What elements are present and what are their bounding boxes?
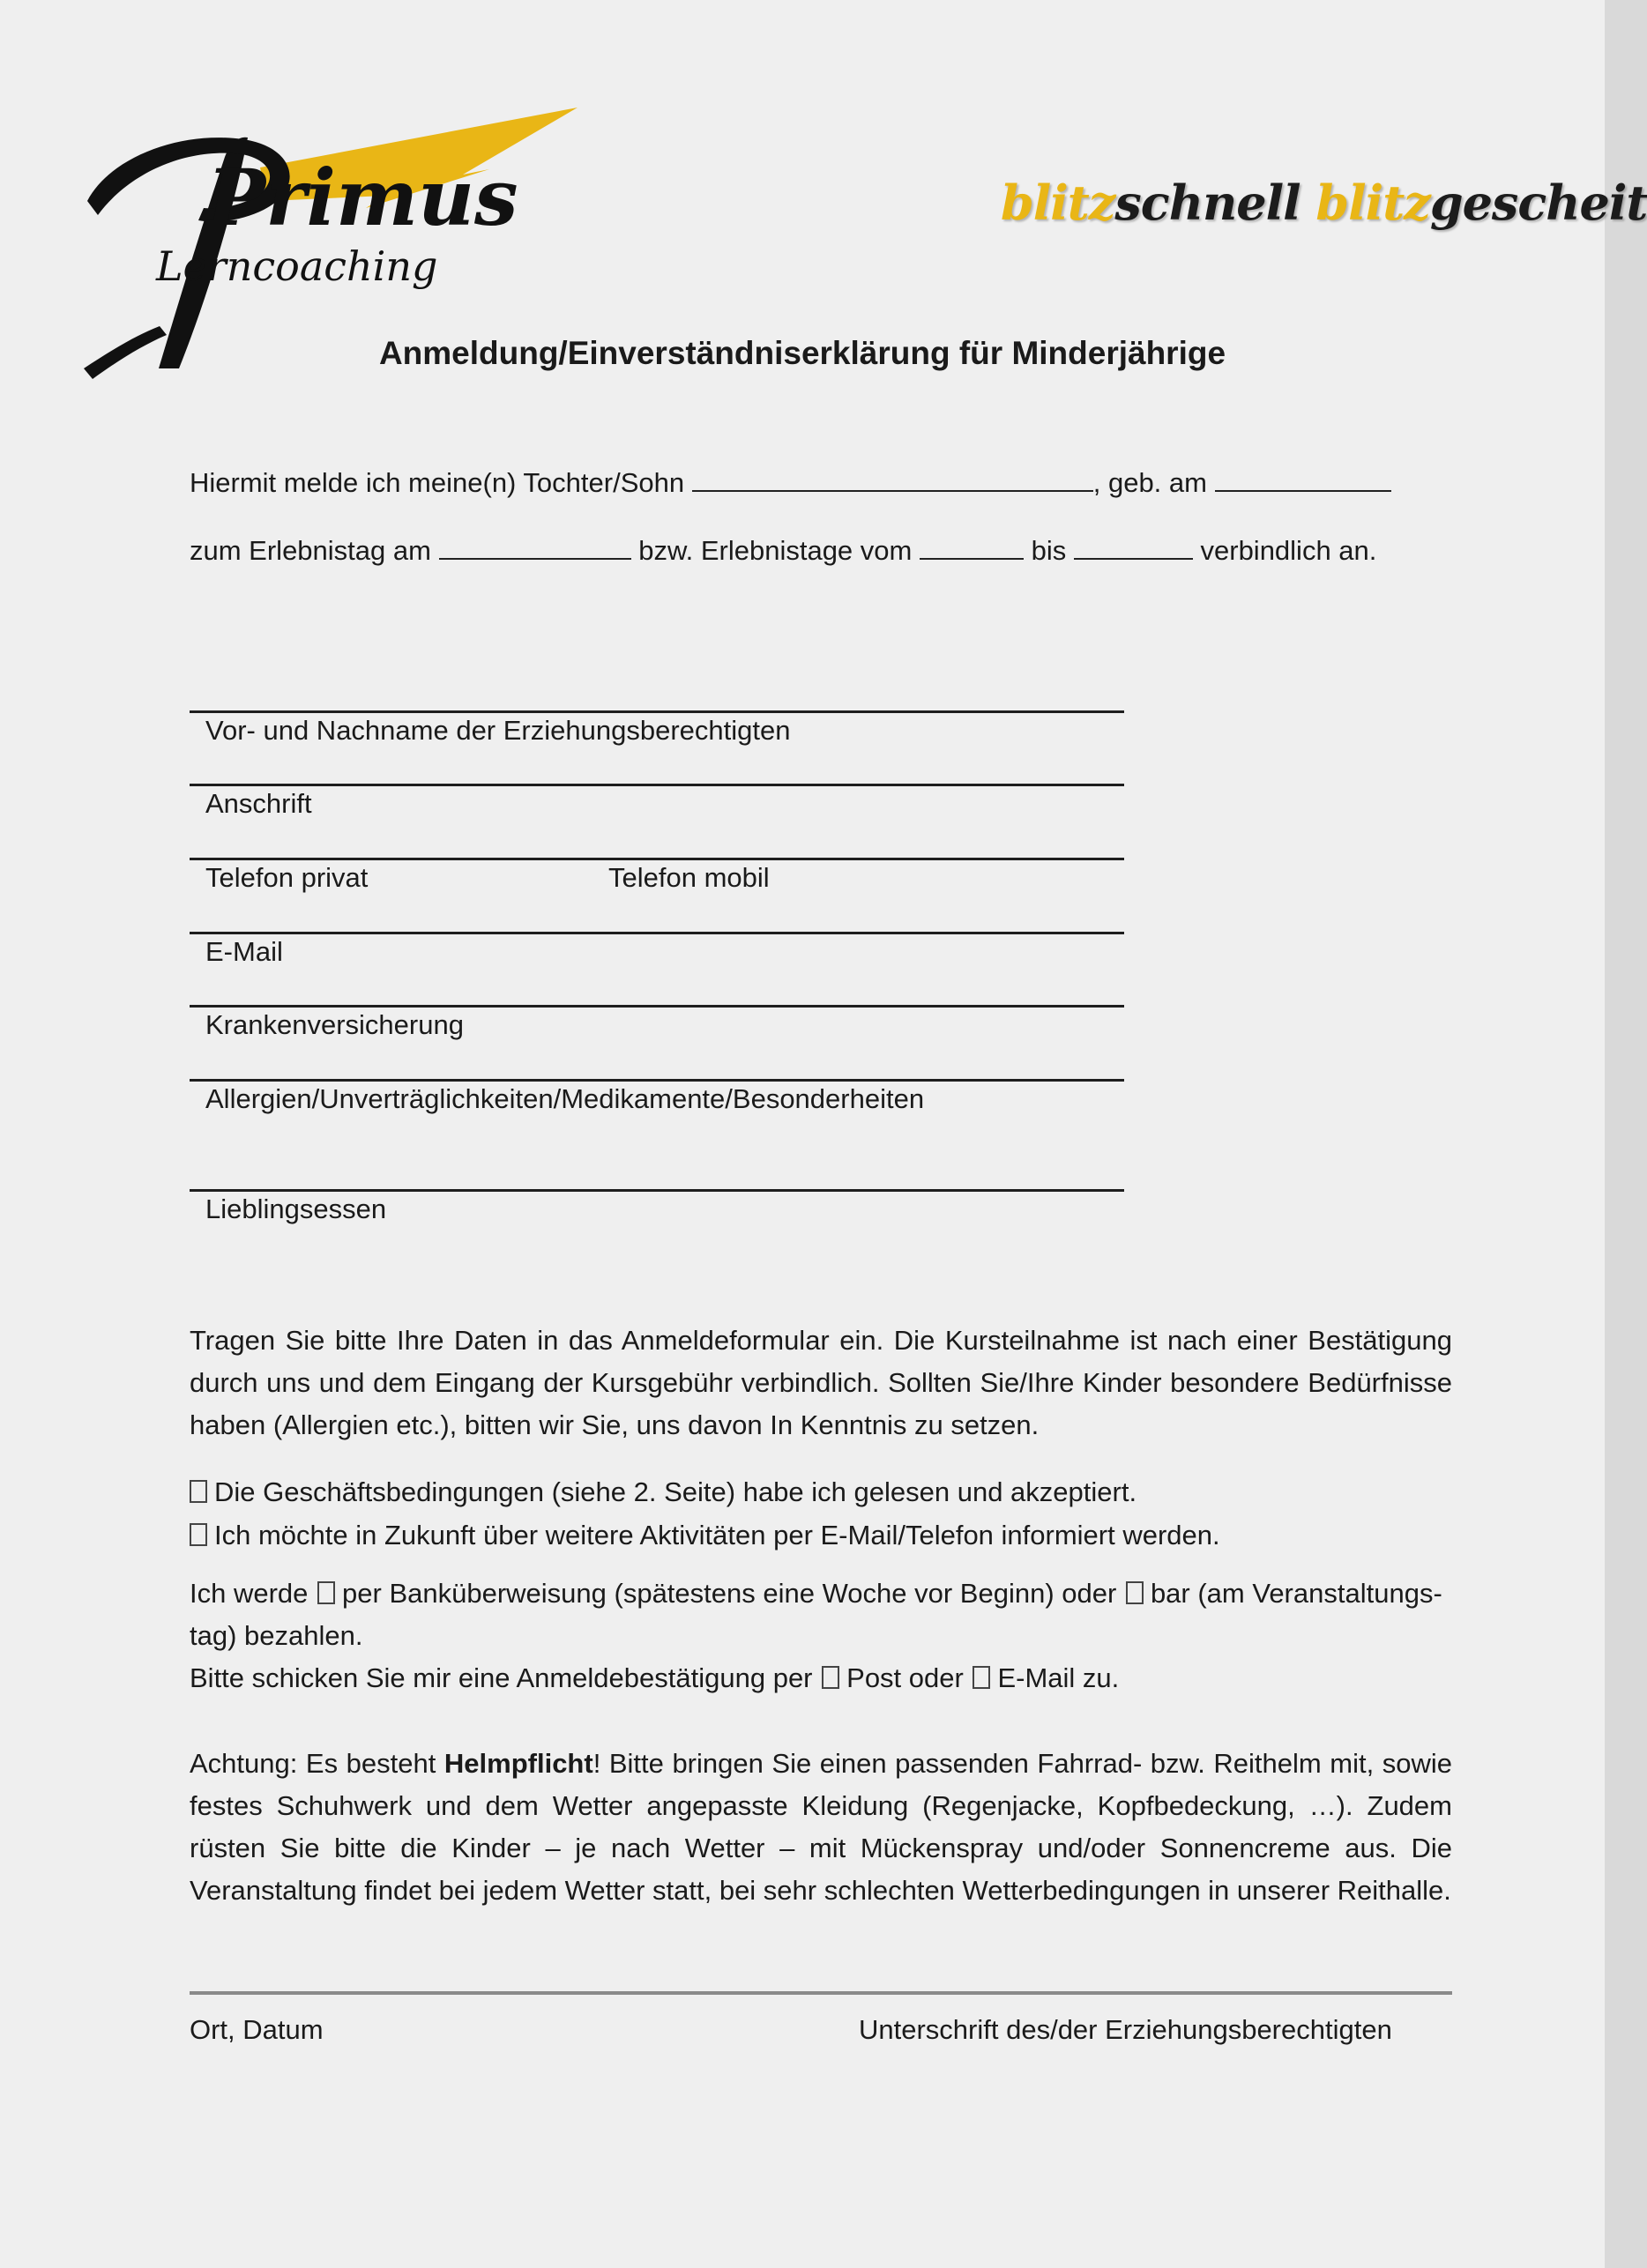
address-label: Anschrift [205,788,312,819]
signature-line[interactable] [190,1991,1452,1995]
newsletter-checkbox-label: Ich möchte in Zukunft über weitere Aktivitäten per E-Mail/Telefon informiert werden. [214,1520,1220,1550]
terms-checkbox-row [190,1476,1137,1508]
cash-checkbox[interactable] [1126,1581,1144,1604]
post-checkbox[interactable] [822,1666,839,1689]
payment-text-c: bar (am Veranstaltungs- [1150,1578,1442,1609]
slogan-blitz-1: blitz [1001,175,1115,231]
address-line[interactable] [190,784,1124,786]
email-label: E-Mail [205,936,283,967]
guardian-name-label: Vor- und Nachname der Erziehungsberechtigten [205,715,791,746]
insurance-label: Krankenversicherung [205,1009,464,1040]
phone-line[interactable] [190,858,1124,860]
slogan-gescheit: gescheit [1429,175,1647,231]
intro-line2-text-c: bis [1031,535,1067,566]
phone-mobile-label: Telefon mobil [608,862,770,893]
payment-line-2 [190,1620,362,1652]
payment-text-d: tag) bezahlen. [190,1620,363,1651]
newsletter-checkbox[interactable] [190,1523,207,1546]
allergies-line[interactable] [190,1079,1124,1082]
event-from-field[interactable] [920,535,1024,560]
logo-sub-text: Lerncoaching [156,242,438,290]
slogan-blitz-2: blitz [1315,175,1430,231]
event-to-field[interactable] [1074,535,1193,560]
terms-checkbox-label: Die Geschäftsbedingungen (siehe 2. Seite) habe ich gelesen und akzeptiert. [214,1476,1137,1507]
intro-line2-text-b: bzw. Erlebnistage vom [638,535,913,566]
payment-text-a: Ich werde [190,1578,309,1609]
email-line[interactable] [190,932,1124,934]
payment-line-1 [190,1578,1442,1610]
payment-text-b: per Banküberweisung (spätestens eine Woche vor Beginn) oder [342,1578,1117,1609]
payment-text-f: Post oder [846,1662,964,1693]
bank-transfer-checkbox[interactable] [317,1581,335,1604]
slogan-schnell: schnell [1114,175,1300,231]
insurance-line[interactable] [190,1005,1124,1008]
payment-text-g: E-Mail zu. [997,1662,1120,1693]
notice-rest: ! Bitte bringen Sie einen passenden Fahrrad- bzw. Reithelm mit, sowie festes Schuhwerk und dem Wetter angepasste Kleidung (Regenjacke, Kopfbedeckung, …). Zudem rüsten Sie bitte die Kinder – je nach Wetter – mit Mückenspray und/oder Sonnencreme aus. Die Veranstaltung findet bei jedem Wetter statt, bei sehr schlechten Wetterbedingungen in unserer Reithalle. [190,1748,1453,1906]
intro-line-1 [190,467,1391,499]
info-paragraph [190,1320,1452,1446]
info-paragraph-text: Tragen Sie bitte Ihre Daten in das Anmeldeformular ein. Die Kursteilnahme ist nach einer Bestätigung durch uns und dem Eingang der Kursgebühr verbindlich. Sollten Sie/Ihre Kinder besondere Bedürfnisse haben (Allergien etc.), bitten wir Sie, uns davon In Kenntnis zu setzen. [190,1325,1452,1440]
payment-text-e: Bitte schicken Sie mir eine Anmeldebestätigung per [190,1662,813,1693]
intro-line1-text-b: , geb. am [1092,467,1207,498]
notice-bold: Helmpflicht [443,1748,593,1779]
slogan [1001,175,1647,231]
notice-paragraph [190,1743,1452,1912]
intro-line2-text-a: zum Erlebnistag am [190,535,431,566]
notice-lead: Achtung: Es besteht [190,1748,436,1779]
intro-line1-text-a: Hiermit melde ich meine(n) Tochter/Sohn [190,467,685,498]
favorite-food-line[interactable] [190,1189,1124,1192]
event-day-field[interactable] [439,535,631,560]
place-date-label: Ort, Datum [190,2014,324,2045]
document-title: Anmeldung/Einverständniserklärung für Minderjährige [378,335,1226,371]
intro-line-2 [190,535,1376,567]
child-name-field[interactable] [692,467,1093,492]
guardian-signature-label: Unterschrift des/der Erziehungsberechtigten [859,2014,1392,2045]
birth-date-field[interactable] [1215,467,1391,492]
terms-checkbox[interactable] [190,1480,207,1503]
logo-brand-text: Primus [207,152,518,243]
email-checkbox[interactable] [973,1666,990,1689]
newsletter-checkbox-row [190,1520,1220,1551]
guardian-name-line[interactable] [190,710,1124,713]
confirmation-line [190,1662,1119,1694]
favorite-food-label: Lieblingsessen [205,1193,387,1224]
allergies-label: Allergien/Unverträglichkeiten/Medikamente/Besonderheiten [205,1083,925,1114]
intro-line2-text-d: verbindlich an. [1200,535,1377,566]
phone-private-label: Telefon privat [205,862,369,893]
